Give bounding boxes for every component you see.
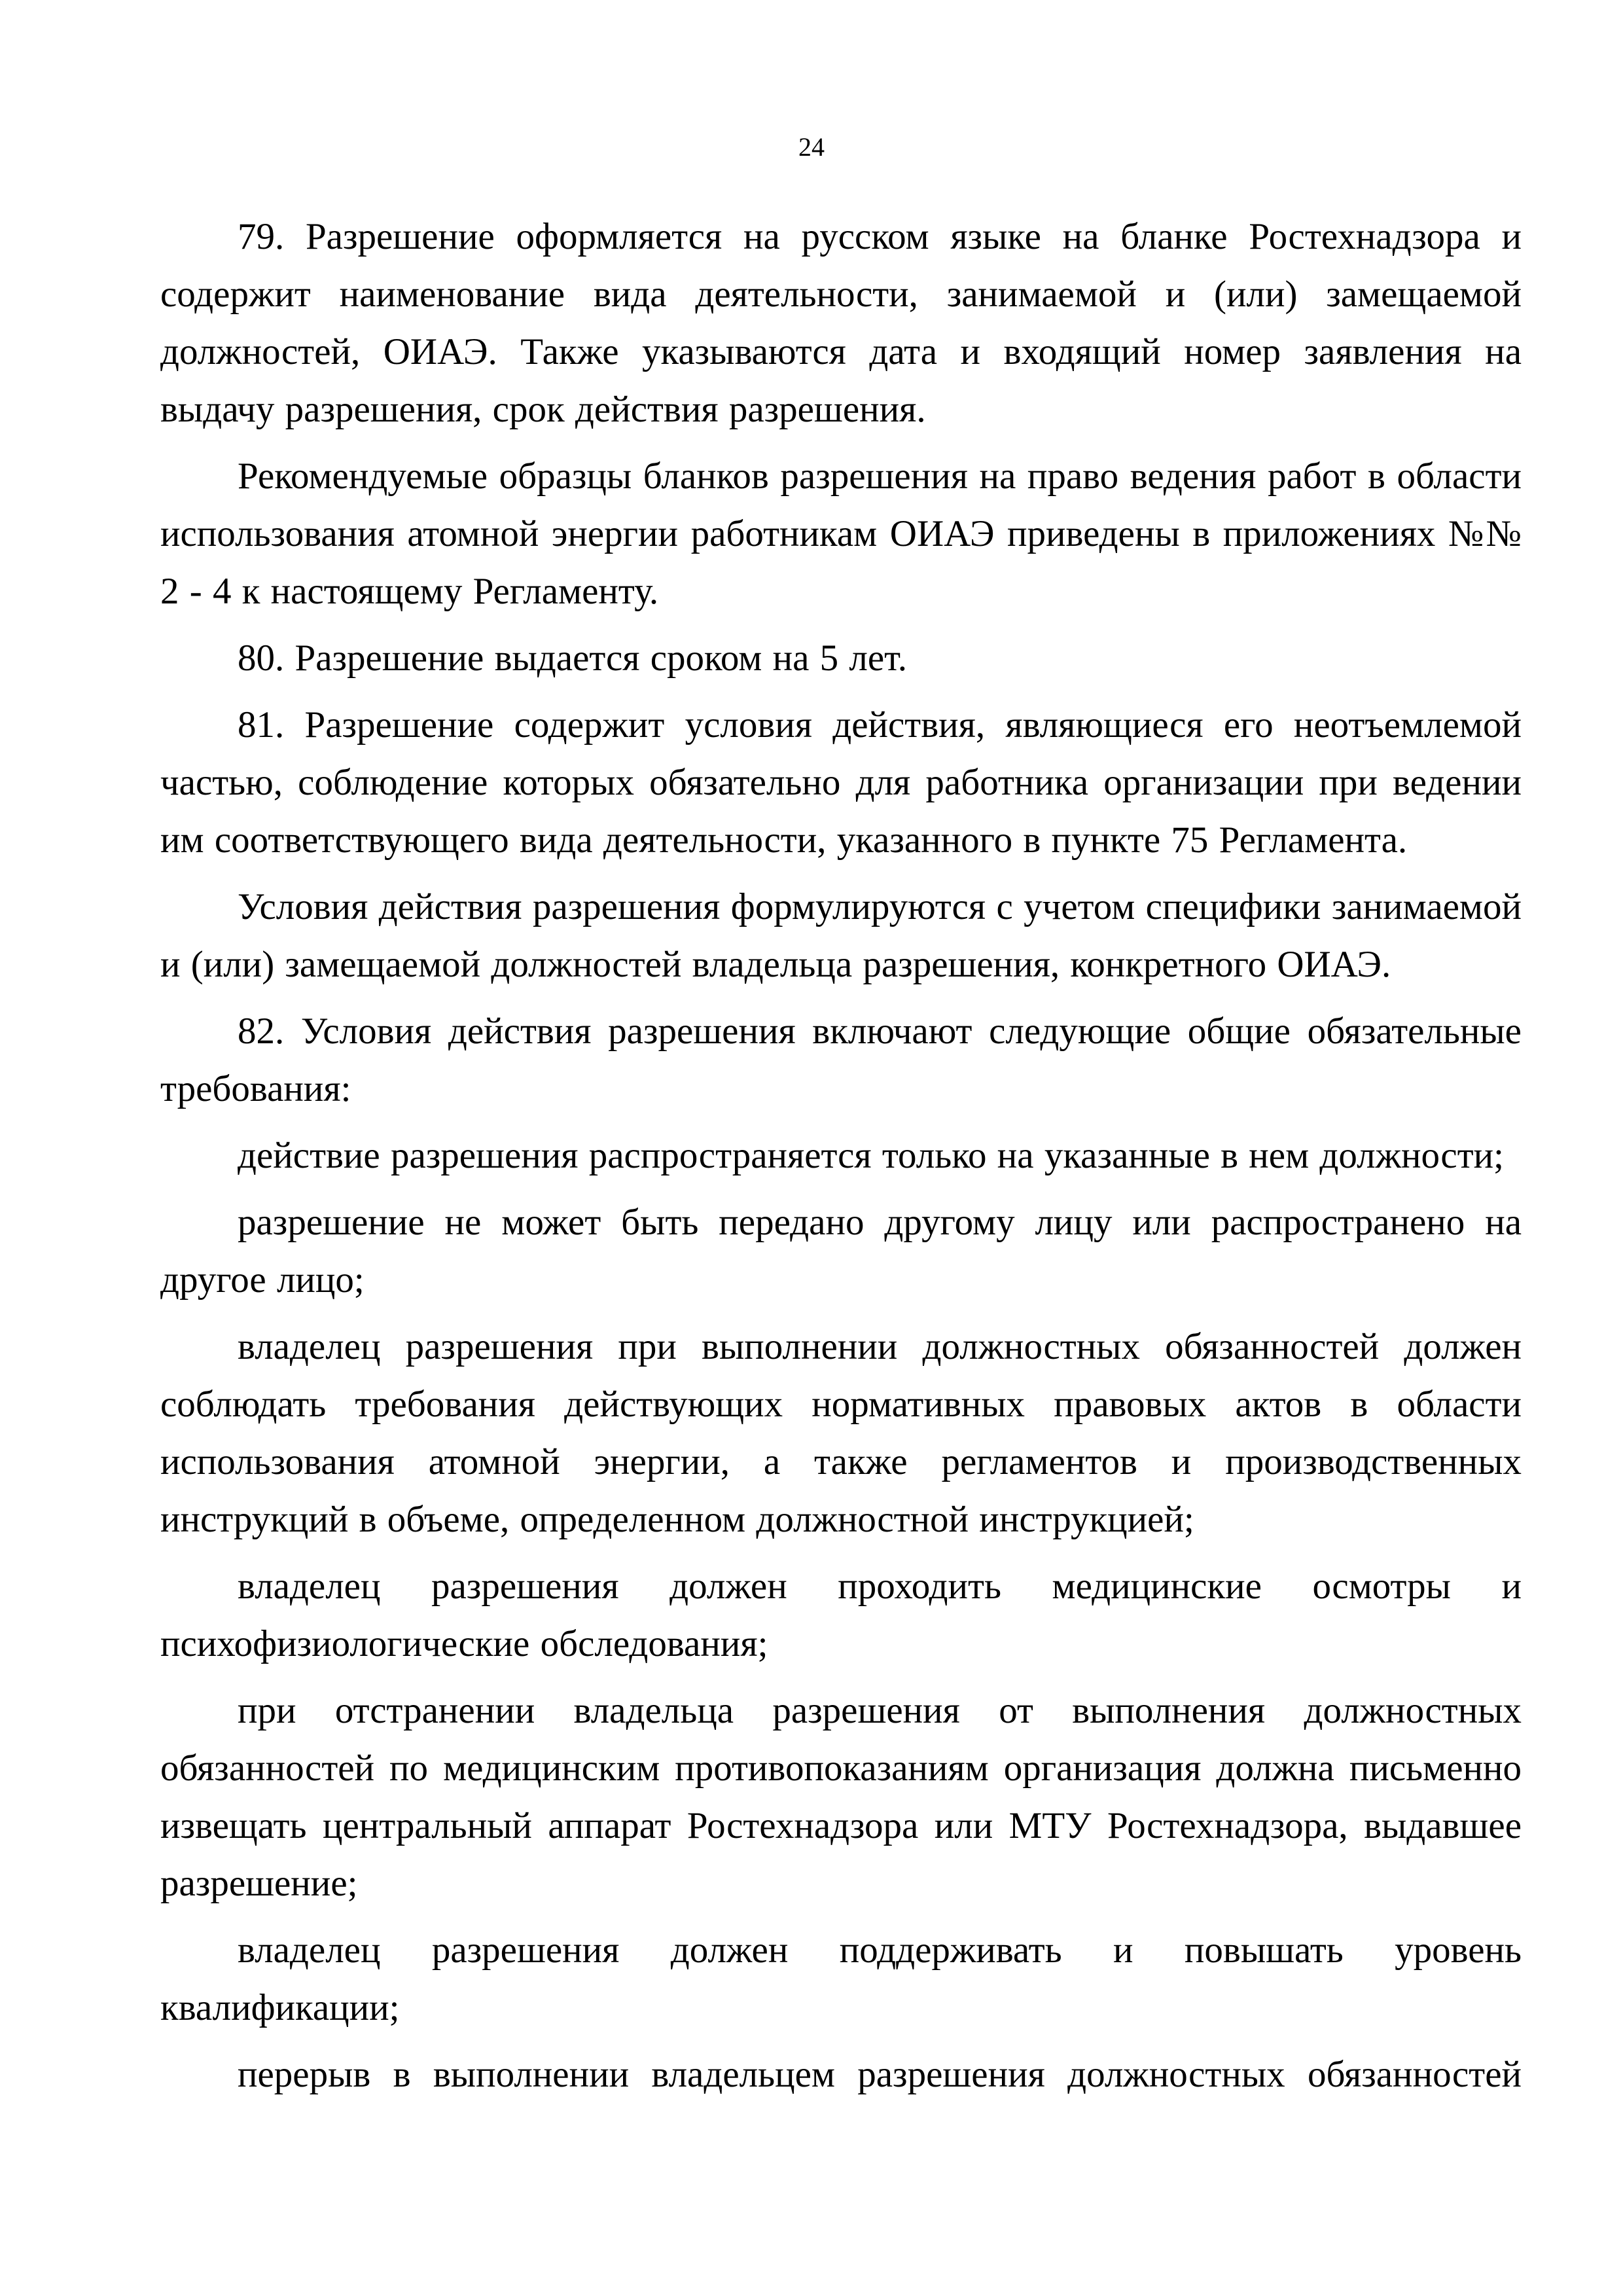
document-body (160, 208, 1522, 2113)
paragraph-79: 79. Разрешение оформляется на русском языке на бланке Ростехнадзора и содержит наименование вида деятельности, занимаемой и (или) замещаемой должностей, ОИАЭ. Также указываются дата и входящий номер заявления на выдачу разрешения, срок действия разрешения. (160, 216, 1522, 430)
paragraph-82: 82. Условия действия разрешения включают следующие общие обязательные требования: (160, 1011, 1522, 1109)
paragraph-sample-forms: Рекомендуемые образцы бланков разрешения на право ведения работ в области использования атомной энергии работникам ОИАЭ приведены в приложениях №№ 2 - 4 к настоящему Регламенту. (160, 456, 1522, 612)
list-item-requirements: владелец разрешения при выполнении должностных обязанностей должен соблюдать требования действующих нормативных правовых актов в области использования атомной энергии, а также регламентов и производственных инструкций в объеме, определенном должностной инструкцией; (160, 1326, 1522, 1540)
list-item-suspension: при отстранении владельца разрешения от выполнения должностных обязанностей по медицинским противопоказаниям организация должна письменно извещать центральный аппарат Ростехнадзора или МТУ Ростехнадзора, выдавшее разрешение; (160, 1690, 1522, 1904)
list-item-medical: владелец разрешения должен проходить медицинские осмотры и психофизиологические обследования; (160, 1566, 1522, 1664)
page-number: 24 (798, 132, 825, 162)
list-item-qualification: владелец разрешения должен поддерживать и повышать уровень квалификации; (160, 1929, 1522, 2028)
paragraph-80: 80. Разрешение выдается сроком на 5 лет. (238, 637, 907, 679)
list-item-transfer: разрешение не может быть передано другому лицу или распространено на другое лицо; (160, 1202, 1522, 1300)
list-item-positions: действие разрешения распространяется только на указанные в нем должности; (238, 1135, 1504, 1176)
paragraph-81: 81. Разрешение содержит условия действия, являющиеся его неотъемлемой частью, соблюдение которых обязательно для работника организации при ведении им соответствующего вида деятельности, указанного в пункте 75 Регламента. (160, 704, 1522, 861)
paragraph-conditions: Условия действия разрешения формулируются с учетом специфики занимаемой и (или) замещаемой должностей владельца разрешения, конкретного ОИАЭ. (160, 886, 1522, 985)
list-item-break: перерыв в выполнении владельцем разрешения должностных обязанностей (238, 2054, 1522, 2095)
